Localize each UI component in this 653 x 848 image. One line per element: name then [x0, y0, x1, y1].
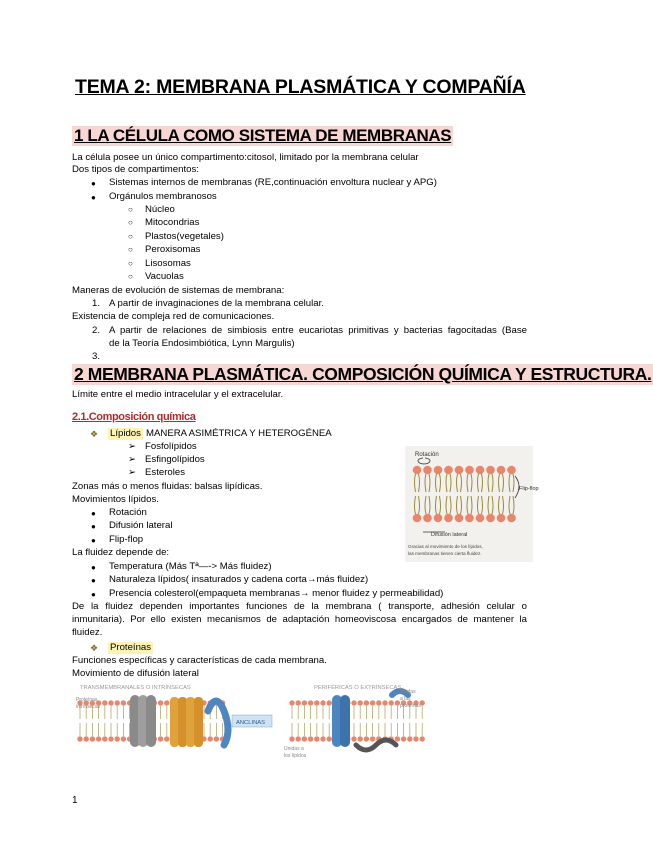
lipid-head [327, 700, 332, 705]
lipid-head [497, 514, 506, 523]
arrow-bullet-icon: ➢ [128, 467, 137, 478]
item2-line1: A partir de relaciones de simbiosis entre eucariotas primitivas y bacterias fagocitadas (Base [109, 325, 527, 336]
lipid-head [358, 736, 363, 741]
lipid-head [465, 514, 474, 523]
lipid-head [413, 736, 418, 741]
lipid-head [302, 700, 307, 705]
lipid-head [164, 736, 169, 741]
limite-text: Límite entre el medio intracelular y el extracelular. [72, 389, 284, 400]
lipidos-label: Lípidos [110, 428, 141, 439]
lipid-head [476, 466, 485, 475]
transmembrane-protein-orange [170, 697, 203, 747]
lipid-head [320, 700, 325, 705]
subsection-heading: 2.1.Composición química [72, 411, 196, 423]
item2-line2: de la Teoría Endosimbiótica, Lynn Margulis) [109, 338, 295, 349]
lipid-head [320, 736, 325, 741]
lipid-head [486, 514, 495, 523]
lipid-head [296, 736, 301, 741]
section1-intro1: La célula posee un único compartimento:citosol, limitado por la membrana celular [72, 152, 419, 163]
fluidez-item: Temperatura (Más Tª—-> Más fluidez) [109, 561, 272, 572]
funciones-text: Funciones específicas y características de cada membrana. [72, 655, 327, 666]
lipid-head [296, 700, 301, 705]
lipid-head [115, 736, 120, 741]
lipid-movement-figure [405, 446, 539, 562]
lipid-head [327, 736, 332, 741]
ways-text: Maneras de evolución de sistemas de membrana: [72, 285, 285, 296]
lipid-type-item: Esfingolípidos [145, 454, 205, 465]
diamond-bullet-icon: ❖ [90, 643, 99, 653]
lipid-head [108, 736, 113, 741]
organelle-item: Mitocondrias [145, 217, 200, 229]
zonas-text: Zonas más o menos fluidas: balsas lipídicas. [72, 481, 263, 492]
section2-heading: 2 MEMBRANA PLASMÁTICA. COMPOSICIÓN QUÍMICA Y ESTRUCTURA. [74, 364, 652, 384]
lipid-head [308, 736, 313, 741]
lipid-head [121, 700, 126, 705]
lipid-head [376, 700, 381, 705]
lipid-head [407, 736, 412, 741]
label-unidas-line1: Unidas [400, 689, 416, 695]
lipid-head [413, 466, 422, 475]
lipid-head [90, 736, 95, 741]
lipid-head [102, 700, 107, 705]
lipid-head [208, 736, 213, 741]
arrow-bullet-icon: ➢ [128, 454, 137, 465]
lipid-head [314, 700, 319, 705]
lipid-head [364, 736, 369, 741]
lipid-head [158, 700, 163, 705]
lipid-head [370, 736, 375, 741]
organelle-item: Peroxisomas [145, 244, 201, 256]
organelle-item: Núcleo [145, 204, 175, 215]
fluidez-intro: La fluidez depende de: [72, 547, 170, 558]
label-flipflop: Flip-flop [519, 486, 539, 492]
lipid-head [364, 700, 369, 705]
lipid-head [401, 736, 406, 741]
organelle-item: Lisosomas [145, 257, 191, 269]
lipid-head [84, 736, 89, 741]
existencia-text: Existencia de compleja red de comunicaciones. [72, 311, 275, 322]
lipid-head [108, 700, 113, 705]
hollow-bullet-icon: ○ [128, 245, 133, 255]
label-anclinas: ANCLINAS [236, 720, 265, 726]
lipid-head [289, 736, 294, 741]
lipid-head [507, 514, 516, 523]
lipid-head [420, 736, 425, 741]
lipid-head [382, 700, 387, 705]
page-number: 1 [72, 795, 78, 806]
lipid-head [302, 736, 307, 741]
page-title: TEMA 2: MEMBRANA PLASMÁTICA Y COMPAÑÍA [75, 76, 526, 98]
label-peripheral: PERIFÉRICAS O EXTRÍNSECAS [314, 685, 402, 691]
movement-item: Difusión lateral [109, 520, 173, 532]
bullet-dot: ● [91, 509, 96, 518]
caption-line2: las membranas tienen cierta fluidez. [408, 551, 482, 556]
lipid-head [423, 466, 432, 475]
item1-text: A partir de invaginaciones de la membrana celular. [109, 298, 324, 309]
lipid-head [434, 466, 443, 475]
para-line2: inmunitaria). Por ello existen mecanismos de adaptación homeoviscosa encargados de mantener la [72, 614, 527, 625]
bullet-dot: ● [91, 576, 96, 586]
lipid-head [389, 700, 394, 705]
lipid-head [115, 700, 120, 705]
label-unidas-lipidos-line2: los lípidos [284, 753, 307, 759]
section1-heading: 1 LA CÉLULA COMO SISTEMA DE MEMBRANAS [74, 126, 452, 145]
lipid-head [121, 736, 126, 741]
organelle-item: Vacuolas [145, 271, 184, 282]
hollow-bullet-icon: ○ [128, 205, 133, 214]
list-number: 2. [92, 325, 101, 336]
list-number: 3. [92, 351, 101, 362]
lipid-type-item: Fosfolípidos [145, 441, 197, 452]
diamond-bullet-icon: ❖ [90, 429, 99, 439]
lipid-head [102, 736, 107, 741]
hollow-bullet-icon: ○ [128, 231, 133, 241]
label-rotacion: Rotación [415, 452, 439, 458]
lipid-head [455, 466, 464, 475]
lipid-head [158, 736, 163, 741]
transmembrane-protein-grey [130, 695, 156, 747]
label-unidas-line3: proteínas [400, 703, 421, 709]
bullet-dot: ● [91, 589, 96, 599]
lipid-head [395, 736, 400, 741]
arrow-bullet-icon: ➢ [128, 441, 137, 452]
hollow-bullet-icon: ○ [128, 272, 133, 281]
lipid-head [413, 514, 422, 523]
lipid-head [423, 514, 432, 523]
label-proteinas: Proteínas [76, 697, 98, 703]
lipid-head [314, 736, 319, 741]
bullet-internal-systems: Sistemas internos de membranas (RE,continuación envoltura nuclear y APG) [109, 177, 437, 188]
label-difusion: Difusión lateral [431, 532, 468, 538]
lipid-head [164, 700, 169, 705]
lipid-head [465, 466, 474, 475]
bullet-dot: ● [91, 522, 96, 532]
movimientos-text: Movimientos lípidos. [72, 494, 159, 505]
organelle-item: Plastos(vegetales) [145, 230, 224, 242]
bullet-dot: ● [91, 535, 96, 545]
lipid-head [444, 514, 453, 523]
hollow-bullet-icon: ○ [128, 258, 133, 268]
lipidos-desc: MANERA ASIMÉTRICA Y HETEROGÉNEA [146, 428, 332, 439]
fluidez-item: Naturaleza lípidos( insaturados y cadena corta→más fluidez) [109, 574, 369, 586]
lipid-head [358, 700, 363, 705]
label-unidas-lipidos-line1: Unidas a [284, 746, 304, 752]
label-unidas-line2: a las [400, 696, 411, 702]
lipid-head [351, 736, 356, 741]
fluidez-item: Presencia colesterol(empaqueta membranas→ menor fluidez y permeabilidad) [109, 587, 444, 599]
list-number: 1. [92, 298, 101, 309]
lipid-head [497, 466, 506, 475]
lipid-head [214, 736, 219, 741]
caption-line1: Gracias al movimiento de los lípidos, [408, 544, 483, 549]
lipid-type-item: Esteroles [145, 467, 185, 478]
bullet-organelles: Orgánulos membranosos [109, 191, 217, 202]
membrane-proteins-figure [74, 681, 454, 763]
lipid-head [444, 466, 453, 475]
lipid-head [351, 700, 356, 705]
lipid-head [434, 514, 443, 523]
movement-item: Rotación [109, 507, 147, 518]
lipid-head [455, 514, 464, 523]
para-line3: fluidez. [72, 627, 103, 638]
bullet-dot: ● [91, 563, 96, 572]
lipid-head [507, 466, 516, 475]
label-transmembrane: TRANSMEMBRANALES O INTRÍNSECAS [80, 685, 191, 691]
proteinas-label: Proteínas [110, 642, 152, 653]
bullet-dot: ● [91, 193, 96, 202]
section1-intro2: Dos tipos de compartimentos: [72, 164, 199, 175]
hollow-bullet-icon: ○ [128, 218, 133, 228]
lipid-head [96, 736, 101, 741]
lipid-head [486, 466, 495, 475]
lipid-head [370, 700, 375, 705]
lipid-head [308, 700, 313, 705]
movimiento-lateral-text: Movimiento de difusión lateral [72, 668, 199, 679]
bullet-dot: ● [91, 179, 96, 188]
lipid-head [289, 700, 294, 705]
para-line1: De la fluidez dependen importantes funciones de la membrana ( transporte, adhesión celular o [72, 601, 527, 612]
lipid-head [77, 736, 82, 741]
movement-item: Flip-flop [109, 533, 144, 545]
lipid-head [476, 514, 485, 523]
label-intrinsecas: intrínsecas [76, 704, 101, 710]
